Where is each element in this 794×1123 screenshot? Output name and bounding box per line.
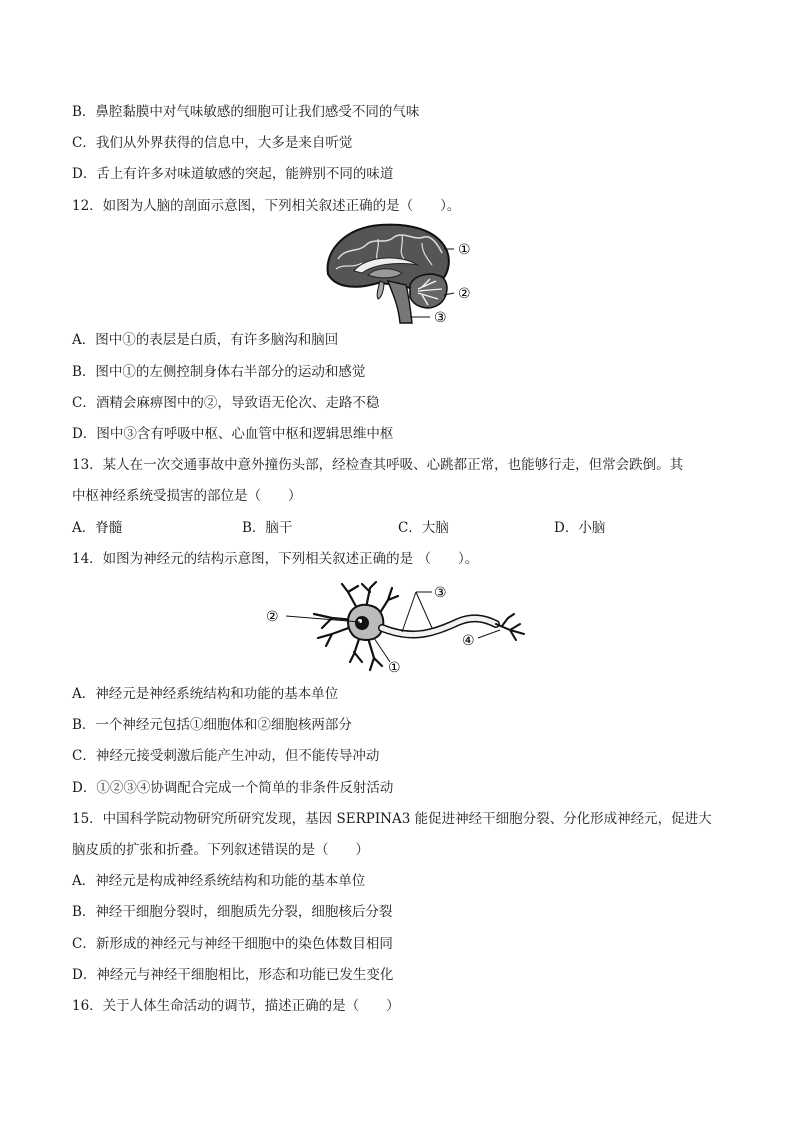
q13-option-b: B．脑干 (242, 520, 293, 536)
q13-options (72, 518, 712, 538)
q13-option-d: D．小脑 (554, 520, 606, 536)
q14-option-d: D．①②③④协调配合完成一个简单的非条件反射活动 (72, 780, 394, 796)
q11-option-b: B．鼻腔黏膜中对气味敏感的细胞可让我们感受不同的气味 (72, 104, 420, 120)
q12-option-d: D．图中③含有呼吸中枢、心血管中枢和逻辑思维中枢 (72, 426, 394, 442)
q13-option-a: A．脊髓 (72, 520, 123, 536)
q12-option-b: B．图中①的左侧控制身体右半部分的运动和感觉 (72, 364, 366, 380)
label-3: ③ (434, 310, 447, 326)
q13-option-c: C．大脑 (398, 520, 449, 536)
neuron-structure-figure (262, 578, 534, 676)
q16-stem: 16．关于人体生命活动的调节，描述正确的是（ ） (72, 998, 400, 1014)
q11-option-d: D．舌上有许多对味道敏感的突起，能辨别不同的味道 (72, 166, 394, 182)
q15-option-b: B．神经干细胞分裂时，细胞质先分裂，细胞核后分裂 (72, 904, 393, 920)
q13-stem-line1: 13．某人在一次交通事故中意外撞伤头部，经检查其呼吸、心跳都正常，也能够行走，但常会跌倒。其 (72, 457, 684, 473)
neuron-illustration (314, 582, 524, 670)
q12-option-a: A．图中①的表层是白质，有许多脑沟和脑回 (72, 332, 339, 348)
q14-stem: 14．如图为神经元的结构示意图，下列相关叙述正确的是 （ ）。 (72, 551, 479, 567)
q15-option-d: D．神经元与神经干细胞相比，形态和功能已发生变化 (72, 967, 394, 983)
label-4: ④ (462, 633, 475, 649)
label-1: ① (458, 242, 471, 258)
q14-option-c: C．神经元接受刺激后能产生冲动，但不能传导冲动 (72, 748, 380, 764)
q12-stem: 12．如图为人脑的剖面示意图，下列相关叙述正确的是（ ）。 (72, 198, 461, 214)
label-2: ② (266, 609, 279, 625)
q14-option-a: A．神经元是神经系统结构和功能的基本单位 (72, 686, 339, 702)
brain-section-figure (318, 219, 478, 329)
q12-option-c: C．酒精会麻痹图中的②，导致语无伦次、走路不稳 (72, 395, 380, 411)
q14-option-b: B．一个神经元包括①细胞体和②细胞核两部分 (72, 717, 352, 733)
q15-stem-line1: 15．中国科学院动物研究所研究发现，基因 SERPINA3 能促进神经干细胞分裂、分化形成神经元，促进大 (72, 811, 712, 827)
brain-illustration (328, 225, 449, 323)
label-3: ③ (434, 585, 447, 601)
q15-stem-line2: 脑皮质的扩张和折叠。下列叙述错误的是（ ） (72, 842, 369, 858)
label-2: ② (458, 286, 471, 302)
q15-option-a: A．神经元是构成神经系统结构和功能的基本单位 (72, 873, 366, 889)
q15-option-c: C．新形成的神经元与神经干细胞中的染色体数目相同 (72, 936, 393, 952)
label-1: ① (388, 660, 401, 676)
q11-option-c: C．我们从外界获得的信息中，大多是来自听觉 (72, 135, 353, 151)
q13-stem-line2: 中枢神经系统受损害的部位是（ ） (72, 488, 302, 504)
